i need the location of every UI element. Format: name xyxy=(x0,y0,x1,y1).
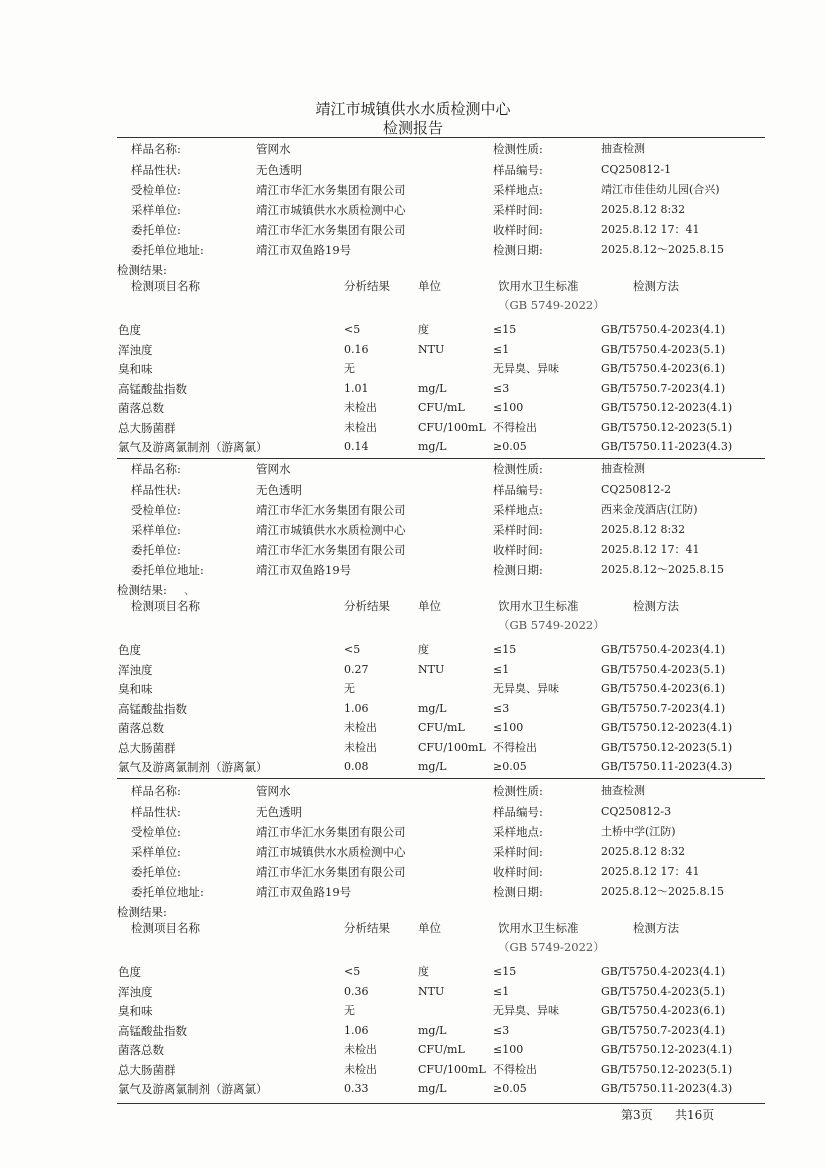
col-header-unit: 单位 xyxy=(418,599,441,613)
value-entrust-unit: 靖江市华汇水务集团有限公司 xyxy=(256,865,406,879)
cell-method: GB/T5750.11-2023(4.3) xyxy=(601,1082,733,1095)
cell-result: 0.33 xyxy=(344,1082,369,1095)
cell-method: GB/T5750.4-2023(6.1) xyxy=(601,362,726,375)
report-org-title: 靖江市城镇供水水质检测中心 xyxy=(315,100,511,118)
value-receive-time: 2025.8.12 17：41 xyxy=(601,543,700,556)
cell-result: 0.08 xyxy=(344,760,369,773)
label-inspected-unit: 受检单位: xyxy=(131,183,181,197)
value-test-nature: 抽查检测 xyxy=(601,784,645,797)
cell-unit: mg/L xyxy=(418,760,447,773)
cell-item: 总大肠菌群 xyxy=(118,741,176,755)
value-sampling-site: 土桥中学(江防) xyxy=(601,825,676,838)
col-header-standard: 饮用水卫生标准 xyxy=(498,279,579,293)
results-label-mark: 、 xyxy=(184,583,196,597)
cell-method: GB/T5750.4-2023(5.1) xyxy=(601,663,726,676)
label-sampling-unit: 采样单位: xyxy=(131,203,181,217)
value-entrust-address: 靖江市双鱼路19号 xyxy=(256,563,352,577)
label-sample-no: 样品编号: xyxy=(493,483,543,497)
value-sampling-unit: 靖江市城镇供水水质检测中心 xyxy=(256,845,406,859)
cell-result: 未检出 xyxy=(344,1043,377,1056)
cell-method: GB/T5750.4-2023(6.1) xyxy=(601,1004,726,1017)
value-sample-no: CQ250812-1 xyxy=(601,163,672,176)
cell-result: 未检出 xyxy=(344,741,377,754)
divider xyxy=(117,778,765,779)
value-test-nature: 抽查检测 xyxy=(601,462,645,475)
value-sample-name: 管网水 xyxy=(256,784,291,798)
col-header-unit: 单位 xyxy=(418,279,441,293)
cell-result: 0.16 xyxy=(344,343,369,356)
label-test-nature: 检测性质: xyxy=(493,784,543,798)
value-sample-state: 无色透明 xyxy=(256,163,302,177)
cell-item: 浑浊度 xyxy=(118,343,153,357)
cell-method: GB/T5750.7-2023(4.1) xyxy=(601,382,726,395)
label-sampling-site: 采样地点: xyxy=(493,503,543,517)
cell-standard: ≤100 xyxy=(493,1043,524,1056)
label-entrust-address: 委托单位地址: xyxy=(131,885,204,899)
value-sample-no: CQ250812-2 xyxy=(601,483,672,496)
cell-item: 臭和味 xyxy=(118,682,153,696)
col-header-item: 检测项目名称 xyxy=(131,599,200,613)
cell-unit: mg/L xyxy=(418,1024,447,1037)
cell-result: 0.27 xyxy=(344,663,369,676)
value-receive-time: 2025.8.12 17：41 xyxy=(601,865,700,878)
cell-result: <5 xyxy=(344,323,361,336)
value-entrust-address: 靖江市双鱼路19号 xyxy=(256,885,352,899)
col-header-unit: 单位 xyxy=(418,921,441,935)
cell-standard: 不得检出 xyxy=(493,1063,537,1076)
value-inspected-unit: 靖江市华汇水务集团有限公司 xyxy=(256,183,406,197)
cell-item: 氯气及游离氯制剂（游离氯） xyxy=(118,1082,268,1096)
cell-unit: NTU xyxy=(418,663,445,676)
cell-unit: mg/L xyxy=(418,1082,447,1095)
col-header-standard-code: （GB 5749-2022） xyxy=(498,940,605,954)
divider xyxy=(117,1103,765,1104)
cell-method: GB/T5750.12-2023(5.1) xyxy=(601,421,733,434)
label-sample-name: 样品名称: xyxy=(131,462,181,476)
cell-unit: 度 xyxy=(418,965,429,978)
cell-unit: mg/L xyxy=(418,382,447,395)
label-inspected-unit: 受检单位: xyxy=(131,825,181,839)
cell-standard: 无异臭、异味 xyxy=(493,682,559,695)
page-number: 第3页 xyxy=(621,1108,653,1122)
cell-standard: ≤15 xyxy=(493,643,517,656)
col-header-method: 检测方法 xyxy=(633,921,679,935)
label-sampling-site: 采样地点: xyxy=(493,183,543,197)
label-sample-name: 样品名称: xyxy=(131,784,181,798)
cell-method: GB/T5750.12-2023(4.1) xyxy=(601,401,733,414)
cell-standard: ≤100 xyxy=(493,721,524,734)
value-receive-time: 2025.8.12 17：41 xyxy=(601,223,700,236)
label-sample-no: 样品编号: xyxy=(493,163,543,177)
col-header-standard-code: （GB 5749-2022） xyxy=(498,298,605,312)
page-total: 共16页 xyxy=(675,1108,715,1122)
cell-unit: NTU xyxy=(418,343,445,356)
cell-result: 无 xyxy=(344,682,355,695)
value-sample-state: 无色透明 xyxy=(256,483,302,497)
col-header-item: 检测项目名称 xyxy=(131,279,200,293)
cell-method: GB/T5750.11-2023(4.3) xyxy=(601,440,733,453)
cell-method: GB/T5750.4-2023(6.1) xyxy=(601,682,726,695)
cell-result: <5 xyxy=(344,965,361,978)
value-sampling-site: 西来金茂酒店(江防) xyxy=(601,503,698,516)
label-test-nature: 检测性质: xyxy=(493,142,543,156)
value-entrust-unit: 靖江市华汇水务集团有限公司 xyxy=(256,223,406,237)
label-sample-state: 样品性状: xyxy=(131,163,181,177)
value-inspected-unit: 靖江市华汇水务集团有限公司 xyxy=(256,825,406,839)
cell-method: GB/T5750.4-2023(5.1) xyxy=(601,985,726,998)
report-title: 检测报告 xyxy=(382,119,443,137)
cell-unit: mg/L xyxy=(418,440,447,453)
label-entrust-address: 委托单位地址: xyxy=(131,563,204,577)
cell-item: 高锰酸盐指数 xyxy=(118,1024,187,1038)
label-sample-name: 样品名称: xyxy=(131,142,181,156)
cell-item: 浑浊度 xyxy=(118,985,153,999)
value-sampling-unit: 靖江市城镇供水水质检测中心 xyxy=(256,523,406,537)
label-test-date: 检测日期: xyxy=(493,563,543,577)
cell-result: 未检出 xyxy=(344,721,377,734)
value-sampling-time: 2025.8.12 8:32 xyxy=(601,523,686,536)
value-test-nature: 抽查检测 xyxy=(601,142,645,155)
col-header-result: 分析结果 xyxy=(344,599,390,613)
cell-standard: ≤1 xyxy=(493,343,510,356)
cell-standard: ≤100 xyxy=(493,401,524,414)
cell-standard: ≥0.05 xyxy=(493,440,527,453)
cell-result: 0.36 xyxy=(344,985,369,998)
cell-standard: ≤3 xyxy=(493,1024,510,1037)
col-header-method: 检测方法 xyxy=(633,279,679,293)
label-sampling-time: 采样时间: xyxy=(493,203,543,217)
cell-standard: ≤1 xyxy=(493,663,510,676)
value-entrust-address: 靖江市双鱼路19号 xyxy=(256,243,352,257)
cell-standard: ≥0.05 xyxy=(493,760,527,773)
cell-standard: 不得检出 xyxy=(493,741,537,754)
cell-item: 色度 xyxy=(118,643,141,657)
value-test-date: 2025.8.12～2025.8.15 xyxy=(601,243,724,256)
label-test-date: 检测日期: xyxy=(493,885,543,899)
cell-method: GB/T5750.4-2023(4.1) xyxy=(601,643,726,656)
cell-unit: CFU/mL xyxy=(418,721,465,734)
label-sampling-time: 采样时间: xyxy=(493,523,543,537)
cell-unit: CFU/mL xyxy=(418,401,465,414)
value-sample-state: 无色透明 xyxy=(256,805,302,819)
label-entrust-unit: 委托单位: xyxy=(131,223,181,237)
cell-unit: CFU/100mL xyxy=(418,1063,486,1076)
value-sampling-time: 2025.8.12 8:32 xyxy=(601,203,686,216)
col-header-standard-code: （GB 5749-2022） xyxy=(498,618,605,632)
label-entrust-unit: 委托单位: xyxy=(131,865,181,879)
cell-item: 臭和味 xyxy=(118,362,153,376)
label-inspected-unit: 受检单位: xyxy=(131,503,181,517)
cell-standard: 无异臭、异味 xyxy=(493,1004,559,1017)
cell-method: GB/T5750.12-2023(5.1) xyxy=(601,1063,733,1076)
col-header-result: 分析结果 xyxy=(344,279,390,293)
cell-unit: NTU xyxy=(418,985,445,998)
cell-item: 高锰酸盐指数 xyxy=(118,382,187,396)
cell-result: 未检出 xyxy=(344,421,377,434)
label-sample-state: 样品性状: xyxy=(131,483,181,497)
cell-item: 总大肠菌群 xyxy=(118,1063,176,1077)
value-test-date: 2025.8.12～2025.8.15 xyxy=(601,885,724,898)
label-test-date: 检测日期: xyxy=(493,243,543,257)
cell-result: 未检出 xyxy=(344,401,377,414)
col-header-standard: 饮用水卫生标准 xyxy=(498,921,579,935)
cell-unit: CFU/mL xyxy=(418,1043,465,1056)
value-test-date: 2025.8.12～2025.8.15 xyxy=(601,563,724,576)
cell-method: GB/T5750.4-2023(4.1) xyxy=(601,965,726,978)
label-receive-time: 收样时间: xyxy=(493,543,543,557)
results-label: 检测结果: xyxy=(117,263,167,277)
col-header-item: 检测项目名称 xyxy=(131,921,200,935)
cell-item: 菌落总数 xyxy=(118,1043,164,1057)
value-inspected-unit: 靖江市华汇水务集团有限公司 xyxy=(256,503,406,517)
cell-unit: CFU/100mL xyxy=(418,421,486,434)
value-sampling-site: 靖江市佳佳幼儿园(合兴) xyxy=(601,183,720,196)
label-sampling-site: 采样地点: xyxy=(493,825,543,839)
value-sample-name: 管网水 xyxy=(256,142,291,156)
cell-standard: 无异臭、异味 xyxy=(493,362,559,375)
cell-result: 1.01 xyxy=(344,382,369,395)
cell-item: 浑浊度 xyxy=(118,663,153,677)
col-header-result: 分析结果 xyxy=(344,921,390,935)
cell-result: <5 xyxy=(344,643,361,656)
divider xyxy=(117,137,765,138)
cell-method: GB/T5750.12-2023(4.1) xyxy=(601,1043,733,1056)
cell-item: 色度 xyxy=(118,965,141,979)
cell-standard: ≥0.05 xyxy=(493,1082,527,1095)
cell-result: 0.14 xyxy=(344,440,369,453)
cell-method: GB/T5750.4-2023(4.1) xyxy=(601,323,726,336)
value-sample-no: CQ250812-3 xyxy=(601,805,672,818)
cell-item: 总大肠菌群 xyxy=(118,421,176,435)
cell-standard: ≤15 xyxy=(493,965,517,978)
label-receive-time: 收样时间: xyxy=(493,223,543,237)
cell-standard: ≤3 xyxy=(493,382,510,395)
value-entrust-unit: 靖江市华汇水务集团有限公司 xyxy=(256,543,406,557)
col-header-standard: 饮用水卫生标准 xyxy=(498,599,579,613)
cell-standard: ≤15 xyxy=(493,323,517,336)
cell-result: 1.06 xyxy=(344,702,369,715)
cell-result: 未检出 xyxy=(344,1063,377,1076)
results-label: 检测结果: xyxy=(117,583,167,597)
cell-unit: 度 xyxy=(418,323,429,336)
cell-unit: mg/L xyxy=(418,702,447,715)
cell-standard: 不得检出 xyxy=(493,421,537,434)
cell-unit: 度 xyxy=(418,643,429,656)
col-header-method: 检测方法 xyxy=(633,599,679,613)
cell-standard: ≤1 xyxy=(493,985,510,998)
divider xyxy=(117,458,765,459)
label-entrust-unit: 委托单位: xyxy=(131,543,181,557)
label-sampling-time: 采样时间: xyxy=(493,845,543,859)
value-sampling-unit: 靖江市城镇供水水质检测中心 xyxy=(256,203,406,217)
label-sample-no: 样品编号: xyxy=(493,805,543,819)
cell-item: 臭和味 xyxy=(118,1004,153,1018)
cell-method: GB/T5750.12-2023(4.1) xyxy=(601,721,733,734)
cell-method: GB/T5750.12-2023(5.1) xyxy=(601,741,733,754)
cell-item: 菌落总数 xyxy=(118,401,164,415)
cell-unit: CFU/100mL xyxy=(418,741,486,754)
label-entrust-address: 委托单位地址: xyxy=(131,243,204,257)
value-sample-name: 管网水 xyxy=(256,462,291,476)
value-sampling-time: 2025.8.12 8:32 xyxy=(601,845,686,858)
cell-item: 菌落总数 xyxy=(118,721,164,735)
results-label: 检测结果: xyxy=(117,905,167,919)
cell-method: GB/T5750.7-2023(4.1) xyxy=(601,702,726,715)
label-sampling-unit: 采样单位: xyxy=(131,523,181,537)
cell-result: 1.06 xyxy=(344,1024,369,1037)
cell-standard: ≤3 xyxy=(493,702,510,715)
cell-method: GB/T5750.7-2023(4.1) xyxy=(601,1024,726,1037)
label-test-nature: 检测性质: xyxy=(493,462,543,476)
label-sampling-unit: 采样单位: xyxy=(131,845,181,859)
cell-method: GB/T5750.4-2023(5.1) xyxy=(601,343,726,356)
cell-result: 无 xyxy=(344,1004,355,1017)
cell-item: 氯气及游离氯制剂（游离氯） xyxy=(118,440,268,454)
label-receive-time: 收样时间: xyxy=(493,865,543,879)
cell-item: 高锰酸盐指数 xyxy=(118,702,187,716)
cell-result: 无 xyxy=(344,362,355,375)
cell-item: 色度 xyxy=(118,323,141,337)
label-sample-state: 样品性状: xyxy=(131,805,181,819)
cell-item: 氯气及游离氯制剂（游离氯） xyxy=(118,760,268,774)
cell-method: GB/T5750.11-2023(4.3) xyxy=(601,760,733,773)
